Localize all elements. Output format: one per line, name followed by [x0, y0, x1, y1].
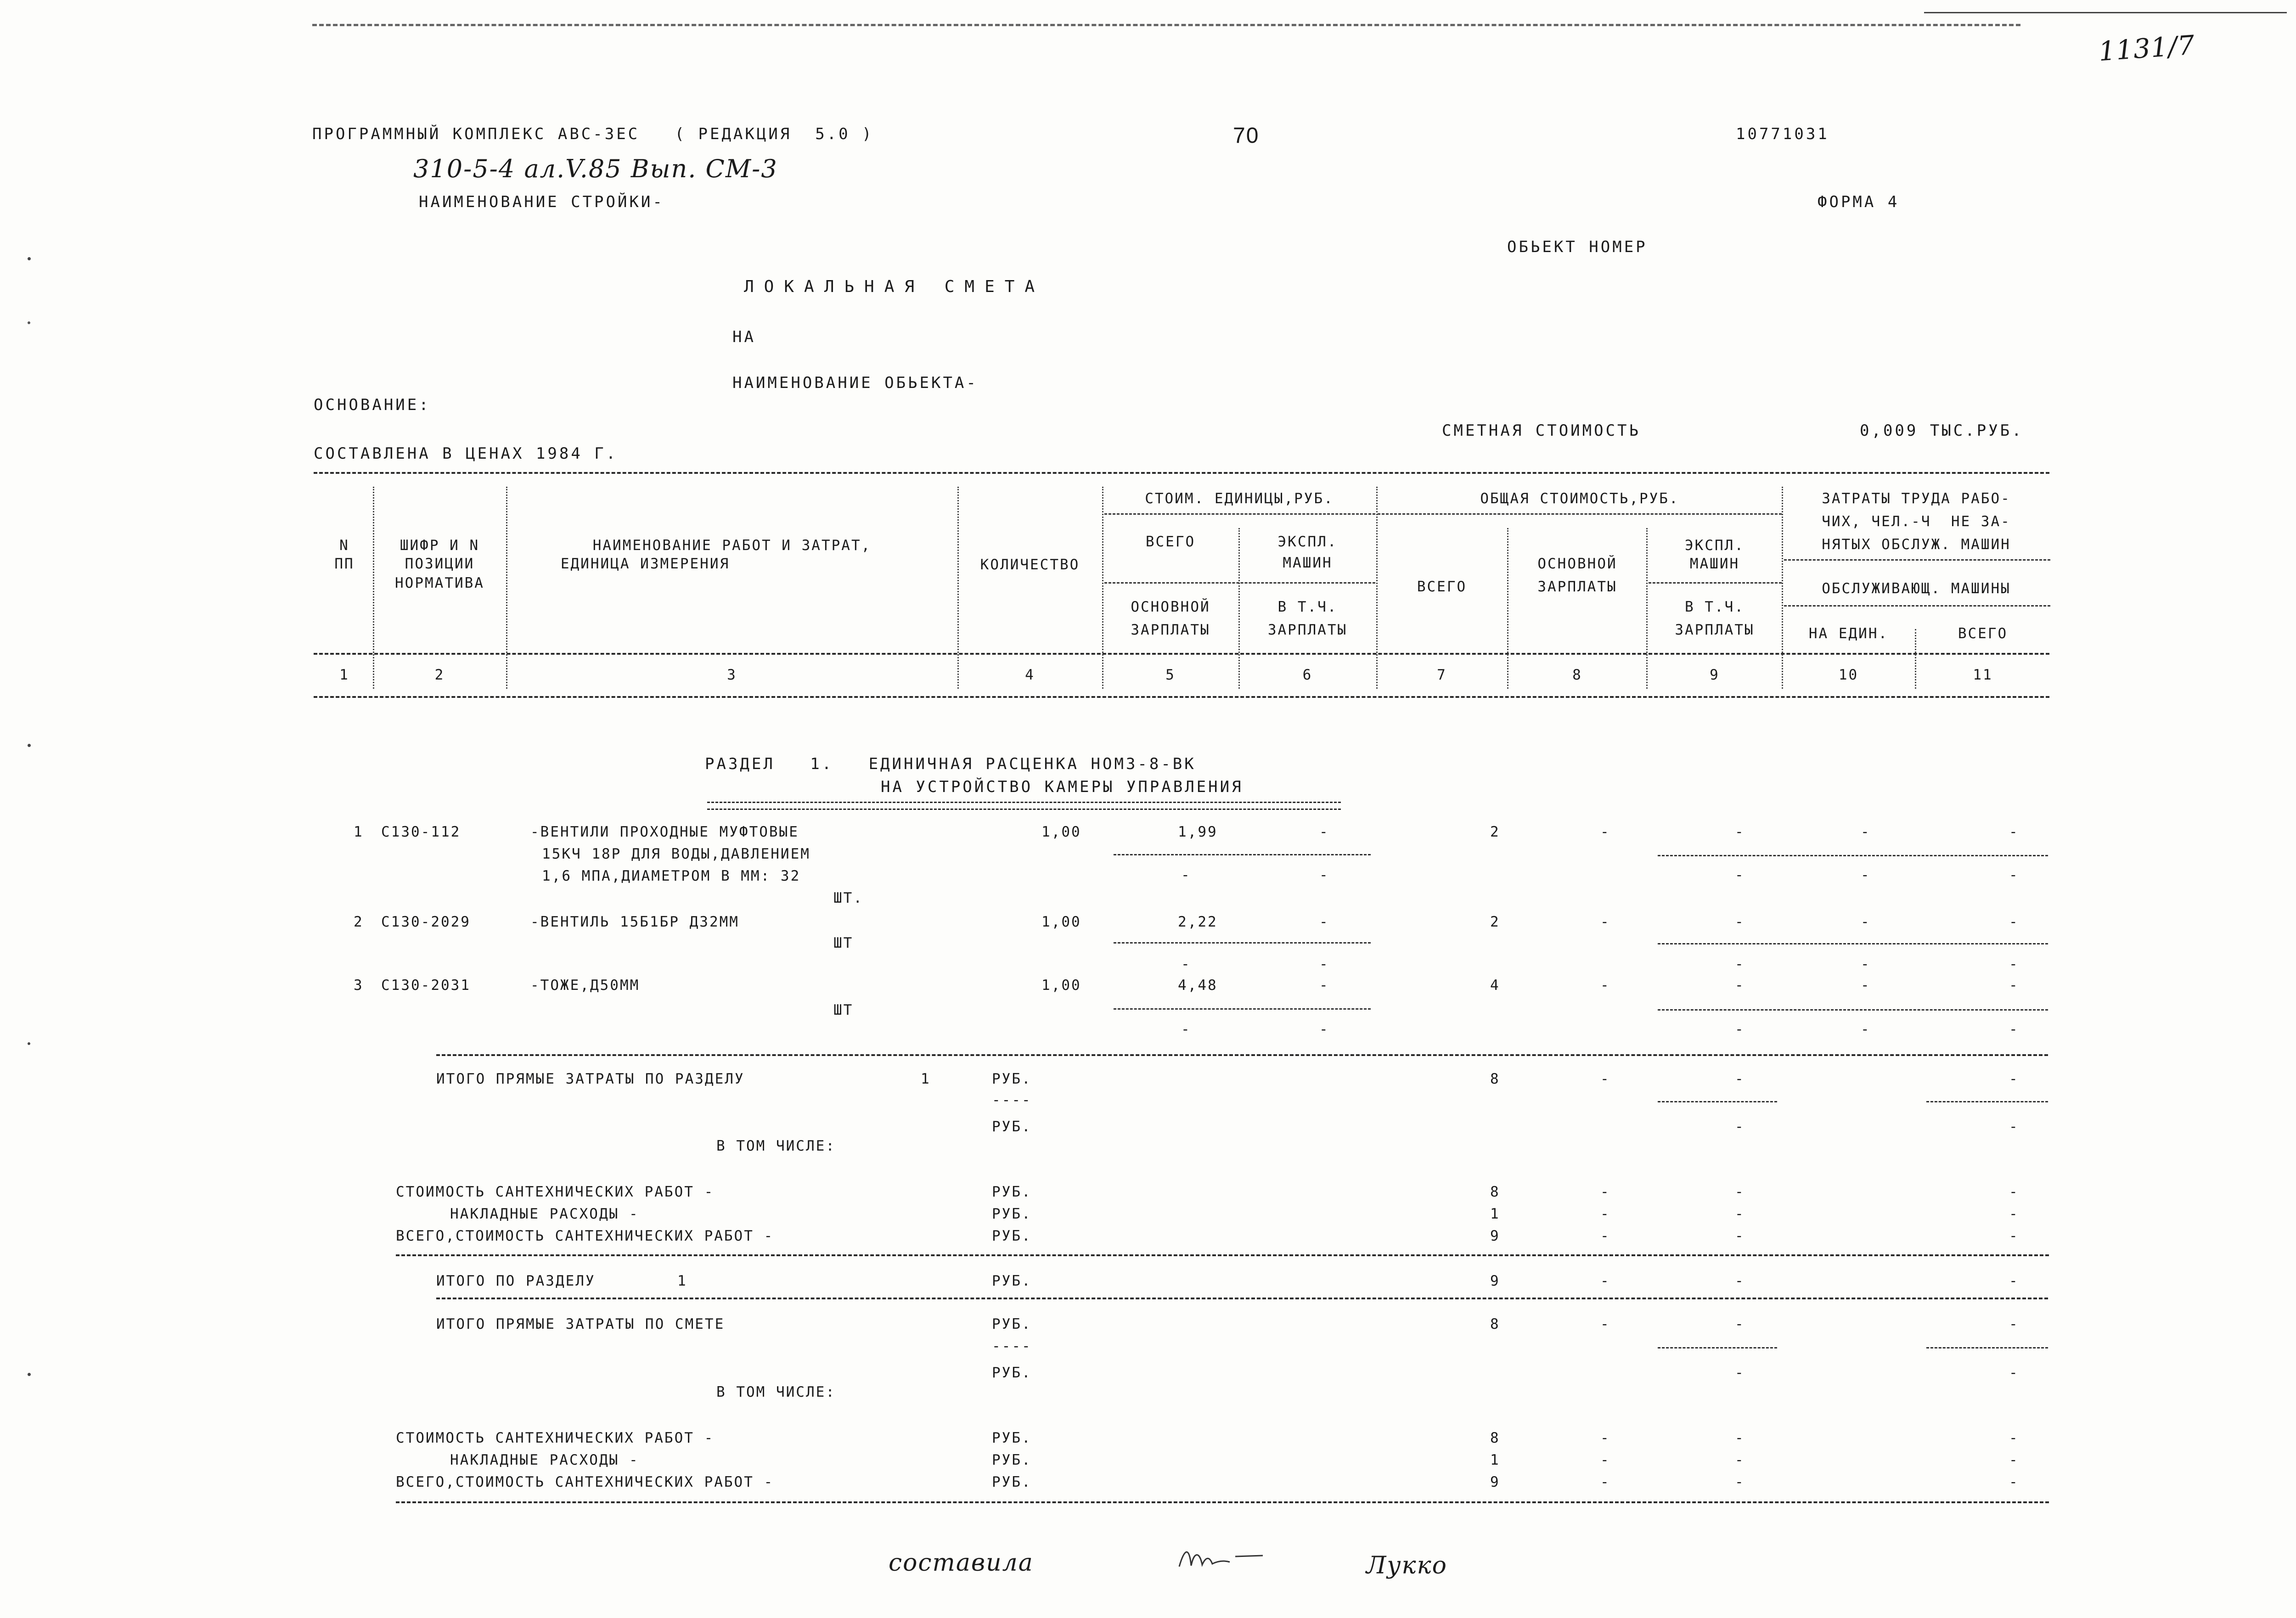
- header-subrule-unit-2: [1104, 582, 1375, 584]
- section-underline: [707, 802, 1341, 810]
- header-col2-position: ПОЗИЦИИ: [405, 556, 475, 572]
- row-2-total-expl: -: [1735, 914, 1745, 930]
- row-1-labor-total: -: [2009, 824, 2019, 840]
- col-number-3: 3: [727, 667, 737, 683]
- document-id: 10771031: [1736, 125, 1829, 143]
- row-3-unit-incl: -: [1319, 1021, 1329, 1038]
- plumbing-cost-value-1: 8: [1490, 1184, 1500, 1200]
- col-sep-7: [1507, 528, 1508, 689]
- total-plumbing-dash-labor-1: -: [2009, 1228, 2019, 1244]
- direct-costs-estimate-rule-labor: [1926, 1347, 2048, 1348]
- col-number-10: 10: [1838, 667, 1859, 683]
- header-labor-service: ОБСЛУЖИВАЮЩ. МАШИНЫ: [1822, 580, 2011, 597]
- section-title: РАЗДЕЛ 1. ЕДИНИЧНАЯ РАСЦЕНКА НОМ3-8-ВК: [705, 755, 1196, 773]
- header-total-base-salary: ЗАРПЛАТЫ: [1537, 579, 1617, 595]
- estimate-cost-label: СМЕТНАЯ СТОИМОСТЬ: [1442, 421, 1641, 440]
- header-col4-quantity: КОЛИЧЕСТВО: [980, 556, 1080, 573]
- header-subrule-unit: [1104, 513, 1375, 515]
- header-unit-cost: СТОИМ. ЕДИНИЦЫ,РУБ.: [1145, 490, 1334, 507]
- header-unit-base: ОСНОВНОЙ: [1131, 599, 1210, 615]
- header-subrule-labor: [1784, 559, 2050, 561]
- row-2-labor-total: -: [2009, 914, 2019, 930]
- row-3-labor-service-total: -: [2009, 1021, 2019, 1038]
- section-subtitle: НА УСТРОЙСТВО КАМЕРЫ УПРАВЛЕНИЯ: [881, 778, 1244, 796]
- header-unit-total: ВСЕГО: [1145, 534, 1196, 550]
- direct-costs-estimate-rub-2: РУБ.: [992, 1365, 1032, 1381]
- row-2-unit-rule: [1114, 942, 1371, 944]
- row-3-unit-total: 4,48: [1178, 977, 1218, 994]
- direct-costs-section-value: 8: [1490, 1071, 1500, 1087]
- plumbing-cost-rub-2: РУБ.: [992, 1430, 1032, 1446]
- col-number-4: 4: [1025, 667, 1035, 683]
- plumbing-dash-labor-1: -: [2009, 1184, 2019, 1200]
- col-number-6: 6: [1302, 667, 1313, 683]
- header-total-machines: МАШИН: [1689, 556, 1740, 572]
- row-3-code: С130-2031: [381, 977, 471, 994]
- col-number-8: 8: [1572, 667, 1582, 683]
- col-number-11: 11: [1973, 667, 1993, 683]
- total-plumbing-dash-expl-2: -: [1735, 1474, 1745, 1490]
- plumbing-cost-rub-1: РУБ.: [992, 1184, 1032, 1200]
- direct-costs-section-expl: -: [1735, 1071, 1745, 1087]
- object-label: ОБЬЕКТ НОМЕР: [1507, 238, 1648, 256]
- total-plumbing-dash-base-2: -: [1600, 1474, 1610, 1490]
- total-plumbing-label-1: ВСЕГО,СТОИМОСТЬ САНТЕХНИЧЕСКИХ РАБОТ -: [396, 1228, 774, 1244]
- row-2-right-rule: [1658, 943, 2048, 944]
- header-subrule-total: [1378, 513, 1782, 515]
- direct-costs-estimate-base: -: [1600, 1316, 1610, 1332]
- direct-costs-estimate-expl: -: [1735, 1316, 1745, 1332]
- header-total-expl: ЭКСПЛ.: [1685, 537, 1745, 554]
- row-1-total-base: -: [1600, 824, 1610, 840]
- row-1-labor-unit: -: [1861, 824, 1871, 840]
- overhead-dash-base-1: -: [1600, 1206, 1610, 1222]
- row-1-labor-service-total: -: [2009, 867, 2019, 883]
- row-1-name-3: 1,6 МПА,ДИАМЕТРОМ В ММ: 32: [542, 868, 801, 884]
- program-line: ПРОГРАММНЫЙ КОМПЛЕКС АВС-3ЕС ( РЕДАКЦИЯ 5.0 ): [312, 125, 874, 143]
- header-unit-machines: МАШИН: [1283, 555, 1333, 571]
- direct-costs-section-rule-labor: [1926, 1101, 2048, 1102]
- col-number-5: 5: [1165, 667, 1176, 683]
- section-total-labor: -: [2009, 1273, 2019, 1289]
- direct-costs-section-rub-2: РУБ.: [992, 1118, 1032, 1135]
- overhead-rub-2: РУБ.: [992, 1452, 1032, 1468]
- section-total-value: 9: [1490, 1273, 1500, 1289]
- total-plumbing-dash-expl-1: -: [1735, 1228, 1745, 1244]
- signature-scribble: [1176, 1543, 1267, 1575]
- scan-speck: [28, 1042, 30, 1045]
- header-total-incl: В Т.Ч.: [1685, 599, 1745, 615]
- overhead-dash-labor-2: -: [2009, 1452, 2019, 1468]
- row-1-unit-incl: -: [1319, 867, 1329, 883]
- direct-costs-section-number: 1: [921, 1071, 931, 1087]
- row-3-total: 4: [1490, 977, 1500, 994]
- direct-costs-estimate-labor: -: [2009, 1316, 2019, 1332]
- scan-speck: [28, 257, 31, 260]
- row-3-labor-total: -: [2009, 977, 2019, 994]
- col-sep-3: [957, 487, 959, 689]
- row-2-unit-total: 2,22: [1178, 914, 1218, 930]
- handwritten-page-number: 1131/7: [2097, 29, 2196, 67]
- including-label-1: В ТОМ ЧИСЛЕ:: [716, 1138, 836, 1154]
- row-1-unit-base: -: [1181, 867, 1191, 883]
- row-3-unit-expl: -: [1319, 977, 1329, 994]
- overhead-label-1: НАКЛАДНЫЕ РАСХОДЫ -: [450, 1206, 639, 1222]
- top-perforation: [312, 24, 2020, 26]
- row-1-quantity: 1,00: [1041, 824, 1081, 840]
- section-total-base: -: [1600, 1273, 1610, 1289]
- row-3-quantity: 1,00: [1041, 977, 1081, 994]
- direct-costs-section-labor-total: -: [2009, 1071, 2019, 1087]
- handwritten-reference: 310-5-4 ал.V.85 Вып. СМ-3: [413, 154, 778, 183]
- overhead-dash-labor-1: -: [2009, 1206, 2019, 1222]
- section-total-rub: РУБ.: [992, 1273, 1032, 1289]
- row-2-number: 2: [354, 914, 364, 930]
- row-1-total-incl: -: [1735, 867, 1745, 883]
- header-unit-incl-salary: ЗАРПЛАТЫ: [1267, 622, 1348, 638]
- direct-costs-estimate-rub-dash: ----: [992, 1338, 1032, 1354]
- row-3-total-expl: -: [1735, 977, 1745, 994]
- header-subrule-expl: [1649, 582, 1782, 584]
- row-1-name-1: -ВЕНТИЛИ ПРОХОДНЫЕ МУФТОВЫЕ: [530, 824, 799, 840]
- row-3-unit: ШТ: [833, 1002, 854, 1018]
- col-number-1: 1: [339, 667, 349, 683]
- row-1-unit-total: 1,99: [1178, 824, 1218, 840]
- row-1-unit: ШТ.: [833, 890, 863, 906]
- basis-label: ОСНОВАНИЕ:: [314, 396, 431, 414]
- header-unit-expl: ЭКСПЛ.: [1277, 534, 1338, 550]
- header-col3-unit: ЕДИНИЦА ИЗМЕРЕНИЯ: [560, 556, 730, 572]
- total-plumbing-rub-2: РУБ.: [992, 1474, 1032, 1490]
- construction-label: НАИМЕНОВАНИЕ СТРОЙКИ-: [419, 193, 664, 211]
- top-right-rule: [1924, 12, 2287, 13]
- row-1-code: С130-112: [381, 824, 461, 840]
- row-2-unit-incl: -: [1319, 956, 1329, 972]
- scan-speck: [28, 744, 31, 747]
- header-labor-1: ЗАТРАТЫ ТРУДА РАБО-: [1822, 490, 2011, 507]
- direct-costs-section-incl: -: [1735, 1118, 1745, 1135]
- header-unit-incl: В Т.Ч.: [1277, 599, 1338, 615]
- header-labor-3: НЯТЫХ ОБСЛУЖ. МАШИН: [1822, 536, 2011, 553]
- section-total-label: ИТОГО ПО РАЗДЕЛУ: [436, 1273, 596, 1289]
- row-2-total-base: -: [1600, 914, 1610, 930]
- total-plumbing-dash-labor-2: -: [2009, 1474, 2019, 1490]
- row-1-unit-expl: -: [1319, 824, 1329, 840]
- row-1-right-rule: [1658, 855, 2048, 856]
- row-2-labor-service-unit: -: [1861, 956, 1871, 972]
- plumbing-dash-labor-2: -: [2009, 1430, 2019, 1446]
- section-total-number: 1: [677, 1273, 687, 1289]
- direct-costs-section-base: -: [1600, 1071, 1610, 1087]
- header-labor-total: ВСЕГО: [1958, 625, 2008, 642]
- totals-rule-2: [396, 1254, 2049, 1256]
- header-col2-norm: НОРМАТИВА: [395, 575, 484, 591]
- direct-costs-estimate-label: ИТОГО ПРЯМЫЕ ЗАТРАТЫ ПО СМЕТЕ: [436, 1316, 725, 1332]
- col-number-7: 7: [1437, 667, 1447, 683]
- object-name-label: НАИМЕНОВАНИЕ ОБЬЕКТА-: [732, 374, 978, 392]
- header-rule-mid: [314, 653, 2049, 655]
- row-3-labor-unit: -: [1861, 977, 1871, 994]
- header-col2-code: ШИФР И N: [400, 537, 480, 554]
- overhead-label-2: НАКЛАДНЫЕ РАСХОДЫ -: [450, 1452, 639, 1468]
- row-1-unit-rule: [1114, 854, 1371, 855]
- total-plumbing-rub-1: РУБ.: [992, 1228, 1032, 1244]
- header-col1-pp: ПП: [334, 556, 355, 572]
- direct-costs-section-label: ИТОГО ПРЯМЫЕ ЗАТРАТЫ ПО РАЗДЕЛУ: [436, 1071, 745, 1087]
- header-total-all: ВСЕГО: [1417, 579, 1467, 595]
- scan-speck: [28, 321, 30, 324]
- direct-costs-section-rub: РУБ.: [992, 1071, 1032, 1087]
- plumbing-dash-base-1: -: [1600, 1184, 1610, 1200]
- signature-label: составила: [889, 1549, 1034, 1577]
- row-3-unit-rule: [1114, 1008, 1371, 1010]
- row-2-total: 2: [1490, 914, 1500, 930]
- header-col3-name: НАИМЕНОВАНИЕ РАБОТ И ЗАТРАТ,: [592, 537, 872, 554]
- section-total-expl: -: [1735, 1273, 1745, 1289]
- row-2-labor-unit: -: [1861, 914, 1871, 930]
- row-1-number: 1: [354, 824, 364, 840]
- row-2-quantity: 1,00: [1041, 914, 1081, 930]
- totals-rule-3: [436, 1298, 2048, 1299]
- col-number-9: 9: [1710, 667, 1720, 683]
- form-label: ФОРМА 4: [1818, 193, 1900, 211]
- direct-costs-section-rub-dash: ----: [992, 1092, 1032, 1108]
- col-sep-4: [1102, 487, 1103, 689]
- row-1-name-2: 15КЧ 18Р ДЛЯ ВОДЫ,ДАВЛЕНИЕМ: [542, 846, 810, 862]
- title-na: НА: [732, 328, 756, 346]
- totals-rule-1: [436, 1054, 2048, 1056]
- row-2-total-incl: -: [1735, 956, 1745, 972]
- row-2-unit: ШТ: [833, 935, 854, 951]
- overhead-dash-expl-2: -: [1735, 1452, 1745, 1468]
- row-1-labor-service-unit: -: [1861, 867, 1871, 883]
- header-col1-n: N: [339, 537, 349, 554]
- overhead-dash-base-2: -: [1600, 1452, 1610, 1468]
- row-3-unit-base: -: [1181, 1021, 1191, 1038]
- document-title: ЛОКАЛЬНАЯ СМЕТА: [744, 277, 1045, 296]
- direct-costs-estimate-labor-incl: -: [2009, 1365, 2019, 1381]
- estimate-cost-value: 0,009 ТЫС.РУБ.: [1860, 421, 2024, 440]
- direct-costs-estimate-rule-expl: [1658, 1347, 1777, 1348]
- signature-name: Лукко: [1366, 1552, 1447, 1579]
- row-2-code: С130-2029: [381, 914, 471, 930]
- overhead-rub-1: РУБ.: [992, 1206, 1032, 1222]
- header-subrule-labor-2: [1784, 605, 2050, 607]
- total-plumbing-dash-base-1: -: [1600, 1228, 1610, 1244]
- plumbing-dash-expl-1: -: [1735, 1184, 1745, 1200]
- row-1-total-expl: -: [1735, 824, 1745, 840]
- row-2-name-1: -ВЕНТИЛЬ 15Б1БР Д32ММ: [530, 914, 739, 930]
- row-1-total: 2: [1490, 824, 1500, 840]
- direct-costs-estimate-value: 8: [1490, 1316, 1500, 1332]
- row-3-labor-service-unit: -: [1861, 1021, 1871, 1038]
- header-labor-unit: НА ЕДИН.: [1808, 625, 1889, 642]
- row-3-name-1: -ТОЖЕ,Д50ММ: [530, 977, 640, 994]
- direct-costs-section-labor-incl: -: [2009, 1118, 2019, 1135]
- plumbing-dash-expl-2: -: [1735, 1430, 1745, 1446]
- header-total-cost: ОБЩАЯ СТОИМОСТЬ,РУБ.: [1480, 490, 1679, 507]
- header-total-base: ОСНОВНОЙ: [1537, 556, 1617, 572]
- direct-costs-estimate-rub: РУБ.: [992, 1316, 1032, 1332]
- plumbing-cost-label-2: СТОИМОСТЬ САНТЕХНИЧЕСКИХ РАБОТ -: [396, 1430, 715, 1446]
- page-number: 70: [1233, 124, 1260, 148]
- overhead-dash-expl-1: -: [1735, 1206, 1745, 1222]
- totals-rule-4: [396, 1501, 2049, 1503]
- row-3-right-rule: [1658, 1009, 2048, 1011]
- total-plumbing-value-2: 9: [1490, 1474, 1500, 1490]
- total-plumbing-label-2: ВСЕГО,СТОИМОСТЬ САНТЕХНИЧЕСКИХ РАБОТ -: [396, 1474, 774, 1490]
- header-labor-2: ЧИХ, ЧЕЛ.-Ч НЕ ЗА-: [1822, 513, 2011, 530]
- col-sep-2: [506, 487, 507, 689]
- header-total-incl-salary: ЗАРПЛАТЫ: [1675, 622, 1755, 638]
- row-2-labor-service-total: -: [2009, 956, 2019, 972]
- direct-costs-estimate-incl: -: [1735, 1365, 1745, 1381]
- plumbing-dash-base-2: -: [1600, 1430, 1610, 1446]
- header-rule-bottom: [314, 696, 2049, 698]
- prices-label: СОСТАВЛЕНА В ЦЕНАХ 1984 Г.: [314, 444, 618, 463]
- plumbing-cost-label-1: СТОИМОСТЬ САНТЕХНИЧЕСКИХ РАБОТ -: [396, 1184, 715, 1200]
- overhead-value-1: 1: [1490, 1206, 1500, 1222]
- header-rule-top: [314, 472, 2049, 474]
- row-2-unit-expl: -: [1319, 914, 1329, 930]
- overhead-value-2: 1: [1490, 1452, 1500, 1468]
- row-3-total-incl: -: [1735, 1021, 1745, 1038]
- including-label-2: В ТОМ ЧИСЛЕ:: [716, 1384, 836, 1400]
- header-unit-base-salary: ЗАРПЛАТЫ: [1131, 622, 1210, 638]
- total-plumbing-value-1: 9: [1490, 1228, 1500, 1244]
- direct-costs-section-rule-expl: [1658, 1101, 1777, 1102]
- plumbing-cost-value-2: 8: [1490, 1430, 1500, 1446]
- col-number-2: 2: [434, 667, 445, 683]
- row-3-total-base: -: [1600, 977, 1610, 994]
- row-3-number: 3: [354, 977, 364, 994]
- scan-speck: [28, 1373, 31, 1376]
- row-2-unit-base: -: [1181, 956, 1191, 972]
